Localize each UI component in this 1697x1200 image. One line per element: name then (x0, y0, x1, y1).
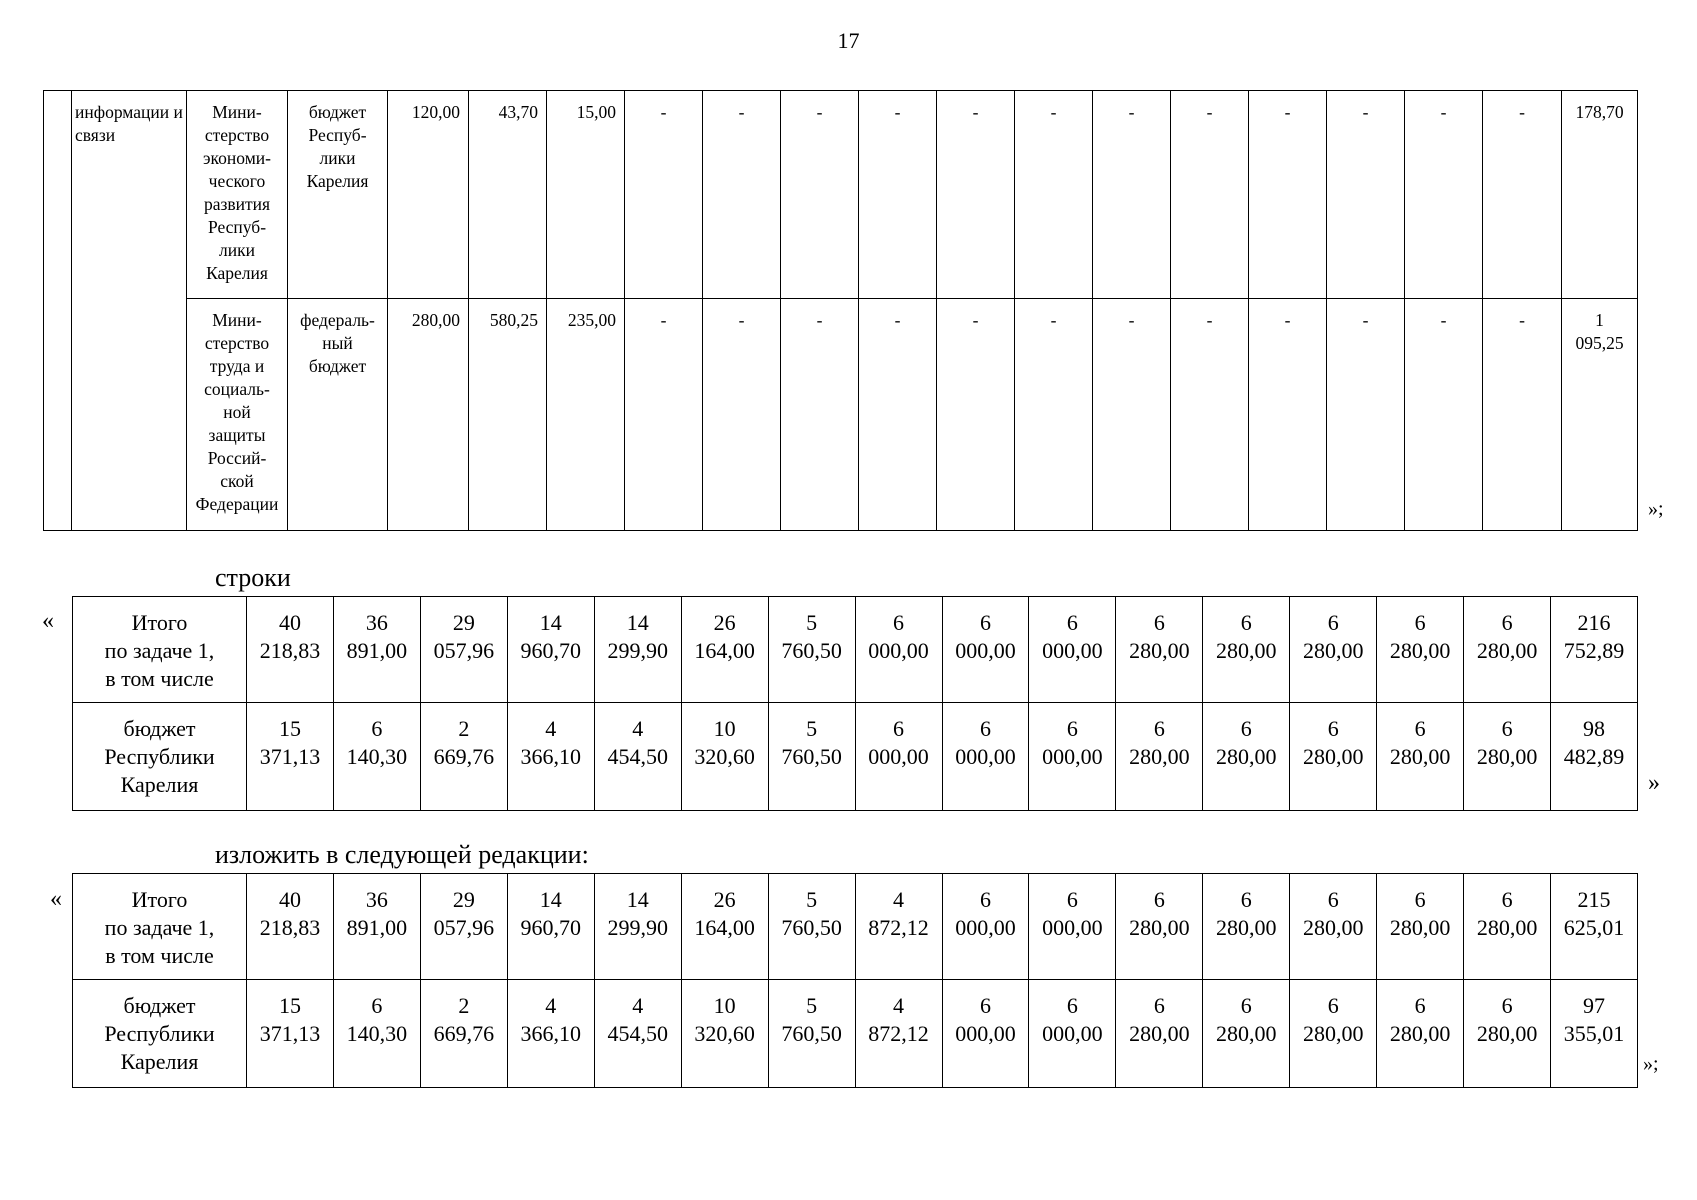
value-cell: 36 891,00 (333, 597, 420, 703)
value-cell: 6 280,00 (1464, 597, 1551, 703)
value-cell: 5 760,50 (768, 980, 855, 1088)
value-cell: - (703, 91, 781, 299)
value-cell: 26 164,00 (681, 597, 768, 703)
value-cell: - (1327, 91, 1405, 299)
value-cell: 6 280,00 (1464, 703, 1551, 811)
executor-cell: Мини- стерство экономи- ческого развития Респуб- лики Карелия (187, 91, 288, 299)
funding-source-cell: федераль- ный бюджет (288, 299, 388, 531)
value-cell: 6 280,00 (1290, 874, 1377, 980)
table-row (73, 874, 1638, 980)
value-cell: - (859, 91, 937, 299)
value-cell: 15 371,13 (247, 980, 334, 1088)
value-cell: - (781, 299, 859, 531)
value-cell: 6 000,00 (942, 874, 1029, 980)
value-cell: 6 280,00 (1203, 597, 1290, 703)
value-cell: - (1015, 91, 1093, 299)
value-cell: 6 000,00 (855, 703, 942, 811)
value-cell: - (1171, 299, 1249, 531)
value-cell: 4 872,12 (855, 980, 942, 1088)
measure-name-cell: информации и связи (72, 91, 187, 531)
value-cell: - (625, 299, 703, 531)
value-cell: - (1405, 299, 1483, 531)
value-cell: - (1093, 299, 1171, 531)
value-cell: 4 872,12 (855, 874, 942, 980)
value-cell: - (1171, 91, 1249, 299)
value-cell: 6 280,00 (1377, 703, 1464, 811)
value-cell: 6 280,00 (1203, 980, 1290, 1088)
totals-table-new (72, 873, 1638, 1088)
value-cell: 6 000,00 (942, 703, 1029, 811)
value-cell: - (1327, 299, 1405, 531)
value-cell: - (1483, 299, 1562, 531)
table1-body (44, 91, 1638, 531)
row-number-cell (44, 91, 72, 531)
table2-body (73, 597, 1638, 811)
value-cell: 5 760,50 (768, 597, 855, 703)
value-cell: 6 280,00 (1290, 597, 1377, 703)
opening-quote-3: « (50, 886, 62, 912)
value-cell: 2 669,76 (420, 703, 507, 811)
value-cell: 4 366,10 (507, 703, 594, 811)
value-cell: 6 280,00 (1290, 703, 1377, 811)
value-cell: 43,70 (469, 91, 547, 299)
totals-table-old (72, 596, 1638, 811)
value-cell: 14 960,70 (507, 874, 594, 980)
table-row (44, 299, 1638, 531)
table3-body (73, 874, 1638, 1088)
value-cell: 4 454,50 (594, 703, 681, 811)
value-cell: 215 625,01 (1551, 874, 1638, 980)
value-cell: 6 280,00 (1116, 980, 1203, 1088)
value-cell: - (1249, 299, 1327, 531)
value-cell: 6 280,00 (1290, 980, 1377, 1088)
value-cell: 15 371,13 (247, 703, 334, 811)
table-row (73, 597, 1638, 703)
value-cell: 6 000,00 (1029, 703, 1116, 811)
value-cell: - (859, 299, 937, 531)
value-cell: 5 760,50 (768, 703, 855, 811)
value-cell: 6 000,00 (1029, 597, 1116, 703)
value-cell: - (1249, 91, 1327, 299)
value-cell: 29 057,96 (420, 597, 507, 703)
value-cell: 98 482,89 (1551, 703, 1638, 811)
table-row (73, 703, 1638, 811)
value-cell: 280,00 (388, 299, 469, 531)
value-cell: 2 669,76 (420, 980, 507, 1088)
value-cell: 15,00 (547, 91, 625, 299)
value-cell: 235,00 (547, 299, 625, 531)
closing-quote-2: » (1648, 770, 1660, 796)
value-cell: - (1405, 91, 1483, 299)
value-cell: 6 280,00 (1203, 874, 1290, 980)
funding-source-cell: бюджет Респуб- лики Карелия (288, 91, 388, 299)
value-cell: 6 000,00 (942, 980, 1029, 1088)
value-cell: - (1483, 91, 1562, 299)
opening-quote-2: « (42, 608, 54, 634)
value-cell: 14 299,90 (594, 874, 681, 980)
executor-cell: Мини- стерство труда и социаль- ной защиты Россий- ской Федерации (187, 299, 288, 531)
value-cell: 6 140,30 (333, 980, 420, 1088)
page-number: 17 (837, 28, 860, 53)
value-cell: - (625, 91, 703, 299)
value-cell: 10 320,60 (681, 703, 768, 811)
value-cell: - (1093, 91, 1171, 299)
row-label-cell: бюджет Республики Карелия (73, 980, 247, 1088)
value-cell: 6 280,00 (1377, 980, 1464, 1088)
value-cell: 40 218,83 (247, 597, 334, 703)
value-cell: 6 000,00 (1029, 980, 1116, 1088)
value-cell: - (937, 299, 1015, 531)
value-cell: - (781, 91, 859, 299)
value-cell: 29 057,96 (420, 874, 507, 980)
value-cell: 6 280,00 (1203, 703, 1290, 811)
value-cell: 580,25 (469, 299, 547, 531)
value-cell: 6 280,00 (1377, 874, 1464, 980)
budget-table-continuation (43, 90, 1638, 531)
value-cell: 6 280,00 (1116, 703, 1203, 811)
value-cell: 40 218,83 (247, 874, 334, 980)
value-cell: - (703, 299, 781, 531)
value-cell: 6 280,00 (1377, 597, 1464, 703)
value-cell: 4 454,50 (594, 980, 681, 1088)
value-cell: 6 280,00 (1116, 597, 1203, 703)
value-cell: 6 000,00 (1029, 874, 1116, 980)
total-cell: 1 095,25 (1562, 299, 1638, 531)
value-cell: 6 280,00 (1464, 874, 1551, 980)
value-cell: 4 366,10 (507, 980, 594, 1088)
table-row (73, 980, 1638, 1088)
row-label-cell: Итого по задаче 1, в том числе (73, 874, 247, 980)
value-cell: 36 891,00 (333, 874, 420, 980)
row-label-cell: Итого по задаче 1, в том числе (73, 597, 247, 703)
closing-quote-3: »; (1643, 1053, 1659, 1075)
value-cell: 6 280,00 (1464, 980, 1551, 1088)
value-cell: 5 760,50 (768, 874, 855, 980)
value-cell: 120,00 (388, 91, 469, 299)
closing-quote-1: »; (1648, 498, 1664, 520)
value-cell: 97 355,01 (1551, 980, 1638, 1088)
value-cell: 14 299,90 (594, 597, 681, 703)
value-cell: 14 960,70 (507, 597, 594, 703)
value-cell: 26 164,00 (681, 874, 768, 980)
value-cell: 6 280,00 (1116, 874, 1203, 980)
value-cell: 6 000,00 (855, 597, 942, 703)
value-cell: 216 752,89 (1551, 597, 1638, 703)
heading-edit: изложить в следующей редакции: (215, 840, 589, 869)
value-cell: 10 320,60 (681, 980, 768, 1088)
value-cell: - (937, 91, 1015, 299)
value-cell: 6 000,00 (942, 597, 1029, 703)
table-row (44, 91, 1638, 299)
value-cell: - (1015, 299, 1093, 531)
heading-rows: строки (215, 563, 291, 592)
value-cell: 6 140,30 (333, 703, 420, 811)
row-label-cell: бюджет Республики Карелия (73, 703, 247, 811)
total-cell: 178,70 (1562, 91, 1638, 299)
